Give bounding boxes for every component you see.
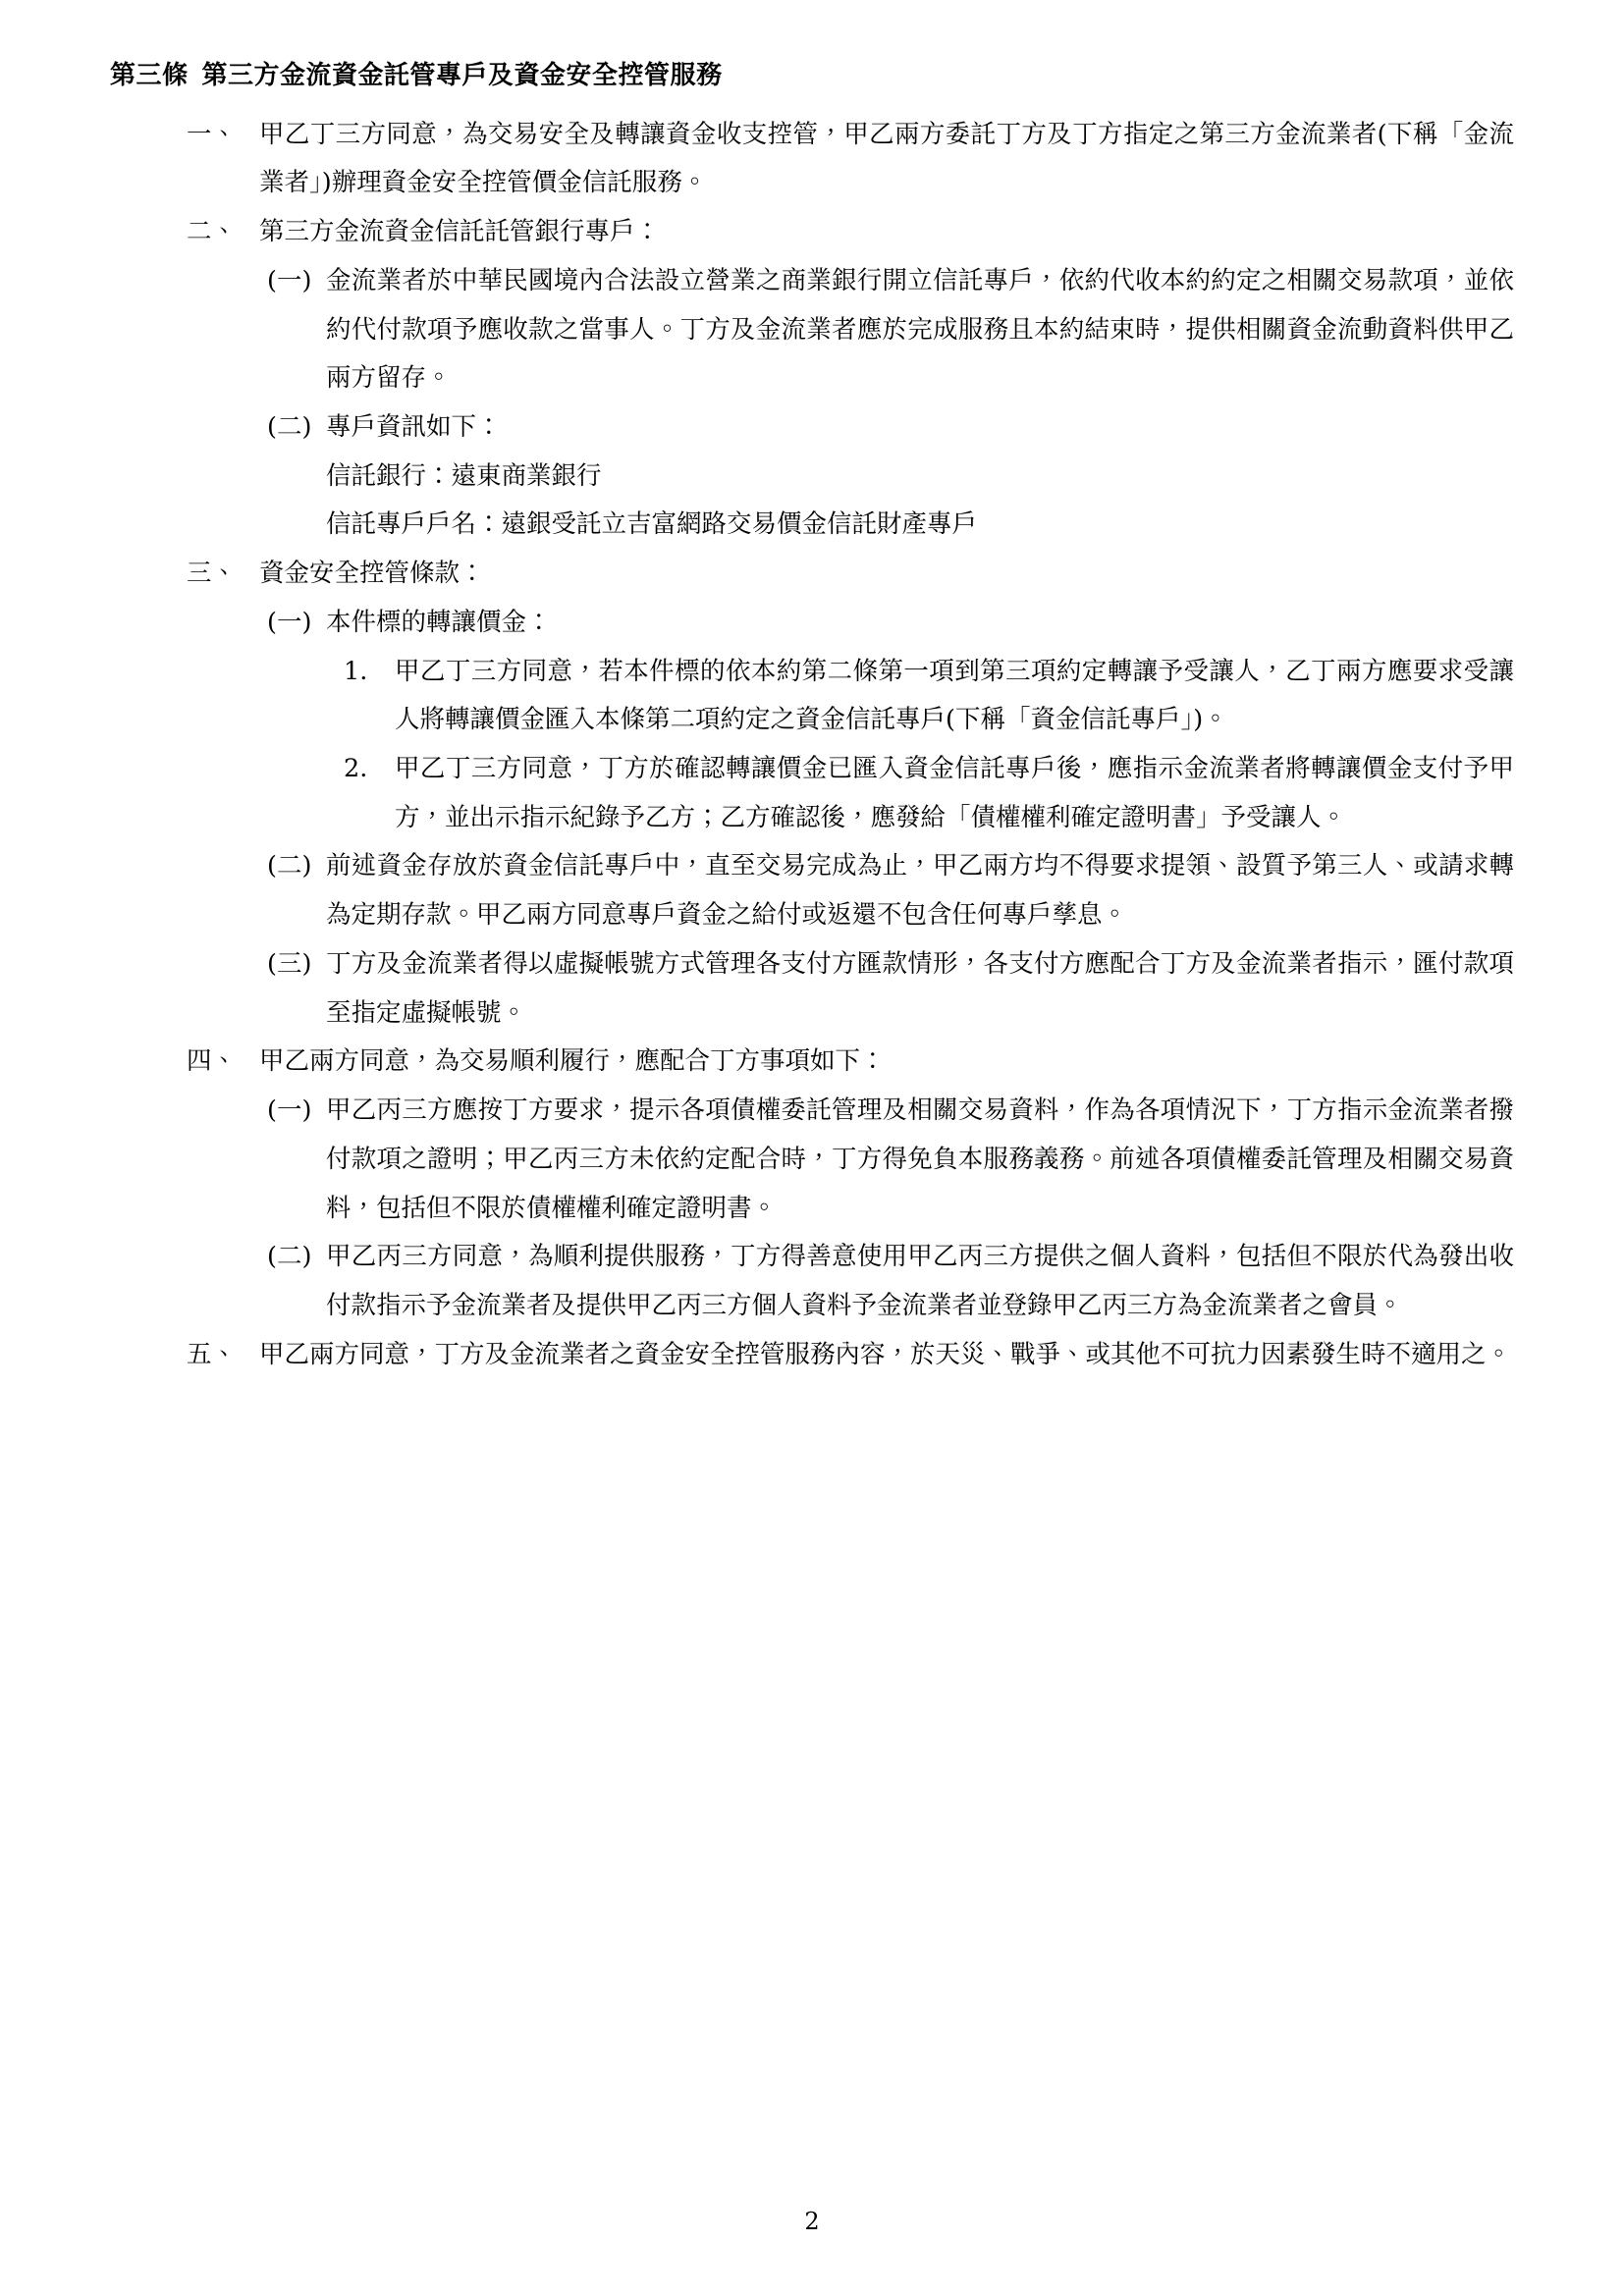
clause-text: 甲乙丁三方同意，若本件標的依本約第二條第一項到第三項約定轉讓予受讓人，乙丁兩方應要求受讓人將轉讓價金匯入本條第二項約定之資金信託專戶(下稱「資金信託專戶」)。 [395,656,1514,735]
clause-marker: (一) [267,607,312,637]
clause-item [187,208,1514,257]
clause-item [344,648,1514,745]
clause-text: 第三方金流資金信託託管銀行專戶： [259,217,661,247]
clause-item [187,1038,1514,1087]
clause-text: 甲乙丁三方同意，丁方於確認轉讓價金已匯入資金信託專戶後，應指示金流業者將轉讓價金支付予甲方，並出示指示紀錄予乙方；乙方確認後，應發給「債權權利確定證明書」予受讓人。 [395,754,1514,832]
clause-text: 甲乙丙三方應按丁方要求，提示各項債權委託管理及相關交易資料，作為各項情況下，丁方指示金流業者撥付款項之證明；甲乙丙三方未依約定配合時，丁方得免負本服務義務。前述各項債權委託管理及相關交易資料，包括但不限於債權權利確定證明書。 [326,1095,1514,1223]
clause-marker: 五、 [187,1339,238,1369]
clause-marker: 三、 [187,559,238,589]
clause-item [267,1087,1514,1233]
clause-text: 甲乙丁三方同意，為交易安全及轉讓資金收支控管，甲乙兩方委託丁方及丁方指定之第三方金流業者(下稱「金流業者」)辦理資金安全控管價金信託服務。 [259,119,1514,198]
clause-text: 甲乙兩方同意，丁方及金流業者之資金安全控管服務內容，於天災、戰爭、或其他不可抗力因素發生時不適用之。 [259,1339,1512,1369]
section-heading-number: 第三條 [110,61,189,90]
clause-text: 金流業者於中華民國境內合法設立營業之商業銀行開立信託專戶，依約代收本約約定之相關交易款項，並依約代付款項予應收款之當事人。丁方及金流業者應於完成服務且本約結束時，提供相關資金流動資料供甲乙兩方留存。 [326,265,1514,394]
clause-item [187,550,1514,599]
clause-text: 甲乙丙三方同意，為順利提供服務，丁方得善意使用甲乙丙三方提供之個人資料，包括但不限於代為發出收付款指示予金流業者及提供甲乙丙三方個人資料予金流業者並登錄甲乙丙三方為金流業者之會員。 [326,1242,1514,1320]
clause-marker: 1. [344,656,368,686]
document-body [110,51,1514,1379]
clause-item [267,403,1514,453]
clause-item [267,842,1514,939]
page-number: 2 [804,2208,820,2235]
section-heading [110,51,1514,101]
clause-marker: 一、 [187,119,238,149]
clause-marker: (二) [267,412,312,442]
clause-item [187,1331,1514,1380]
clause-text: 丁方及金流業者得以虛擬帳號方式管理各支付方匯款情形，各支付方應配合丁方及金流業者指示，匯付款項至指定虛擬帳號。 [326,948,1514,1028]
section-heading-title: 第三方金流資金託管專戶及資金安全控管服務 [201,61,723,90]
clause-item [267,599,1514,648]
clause-item [267,1233,1514,1330]
clause-text: 專戶資訊如下： [326,412,502,442]
clause-marker: (一) [267,1095,312,1126]
trust-account-name-line: 信託專戶戶名：遠銀受託立吉富網路交易價金信託財產專戶 [326,509,978,540]
clause-marker: (一) [267,265,312,295]
clause-text: 前述資金存放於資金信託專戶中，直至交易完成為止，甲乙兩方均不得要求提領、設質予第三人、或請求轉為定期存款。甲乙兩方同意專戶資金之給付或返還不包含任何專戶孳息。 [326,851,1514,931]
clause-marker: 2. [344,754,368,784]
clause-text: 本件標的轉讓價金： [326,607,552,637]
clause-item [267,257,1514,403]
clause-item [187,111,1514,208]
clause-marker: (二) [267,1242,312,1272]
clause-item [267,940,1514,1038]
clause-item [344,745,1514,842]
trust-bank-line: 信託銀行：遠東商業銀行 [326,460,602,491]
clause-marker: 四、 [187,1046,238,1077]
clause-marker: (二) [267,851,312,881]
clause-text: 甲乙兩方同意，為交易順利履行，應配合丁方事項如下： [259,1046,886,1077]
clause-marker: 二、 [187,217,238,247]
clause-marker: (三) [267,948,312,979]
clause-text: 資金安全控管條款： [259,559,485,589]
